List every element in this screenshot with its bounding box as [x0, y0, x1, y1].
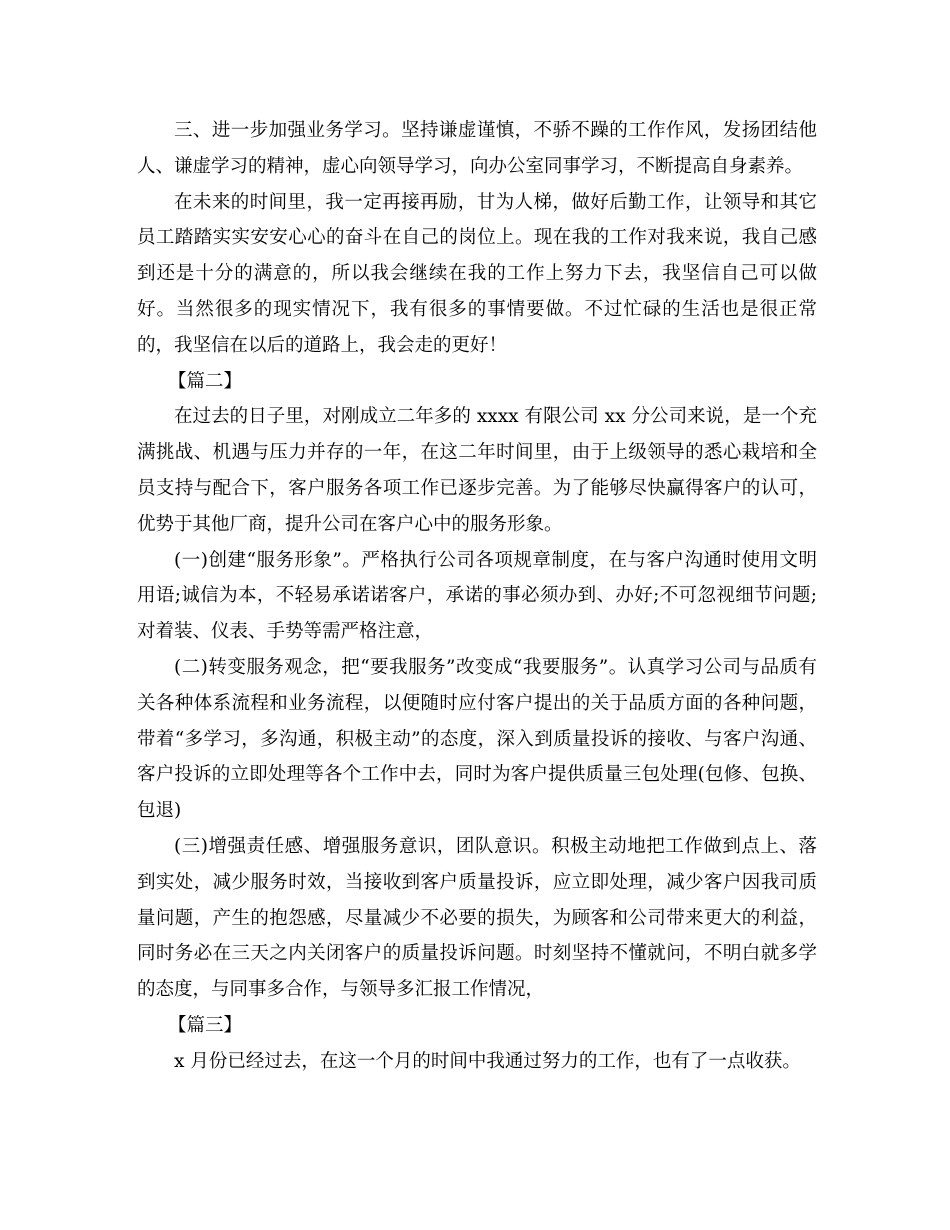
paragraph-monthly-summary: x 月份已经过去，在这一个月的时间中我通过努力的工作，也有了一点收获。 — [174, 1050, 801, 1072]
paragraph-future-outlook: 在未来的时间里，我一定再接再励，甘为人梯，做好后勤工作，让领导和其它员工踏踏实实安安心心的奋斗在自己的岗位上。现在我的工作对我来说，我自己感到还是十分的满意的，所以我会继续在我的工作上努力下去，我坚信自己可以做好。当然很多的现实情况下，我有很多的事情要做。不过忙碌的生活也是很正常的，我坚信在以后的道路上，我会走的更好！ — [137, 191, 817, 356]
paragraph-past-days: 在过去的日子里，对刚成立二年多的 xxxx 有限公司 xx 分公司来说，是一个充满挑战、机遇与压力并存的一年，在这二年时间里，由于上级领导的悉心栽培和全员支持与配合下，客户服务各项工作已逐步完善。为了能够尽快赢得客户的认可，优势于其他厂商，提升公司在客户心中的服务形象。 — [137, 406, 817, 535]
paragraph-service-image: (一)创建“服务形象”。严格执行公司各项规章制度，在与客户沟通时使用文明用语;诚信为本，不轻易承诺诺客户，承诺的事必须办到、办好;不可忽视细节问题;对着装、仪表、手势等需严格注意， — [137, 549, 817, 643]
paragraph-service-concept: (二)转变服务观念，把“要我服务”改变成“我要服务”。认真学习公司与品质有关各种体系流程和业务流程，以便随时应付客户提出的关于品质方面的各种问题，带着“多学习，多沟通，积极主动”的态度，深入到质量投诉的接收、与客户沟通、客户投诉的立即处理等各个工作中去，同时为客户提供质量三包处理(包修、包换、包退) — [137, 656, 817, 822]
paragraph-responsibility: (三)增强责任感、增强服务意识，团队意识。积极主动地把工作做到点上、落到实处，减少服务时效，当接收到客户质量投诉，应立即处理，减少客户因我司质量问题，产生的抱怨感，尽量减少不必要的损失，为顾客和公司带来更大的利益，同时务必在三天之内关闭客户的质量投诉问题。时刻坚持不懂就问，不明白就多学的态度，与同事多合作，与领导多汇报工作情况， — [137, 835, 817, 1001]
document-body — [137, 113, 817, 1080]
section-heading-part-two: 【篇二】 — [168, 370, 243, 392]
section-heading-part-three: 【篇三】 — [168, 1014, 243, 1036]
paragraph-business-study: 三、进一步加强业务学习。坚持谦虚谨慎，不骄不躁的工作作风，发扬团结他人、谦虚学习的精神，虚心向领导学习，向办公室同事学习，不断提高自身素养。 — [137, 120, 817, 177]
